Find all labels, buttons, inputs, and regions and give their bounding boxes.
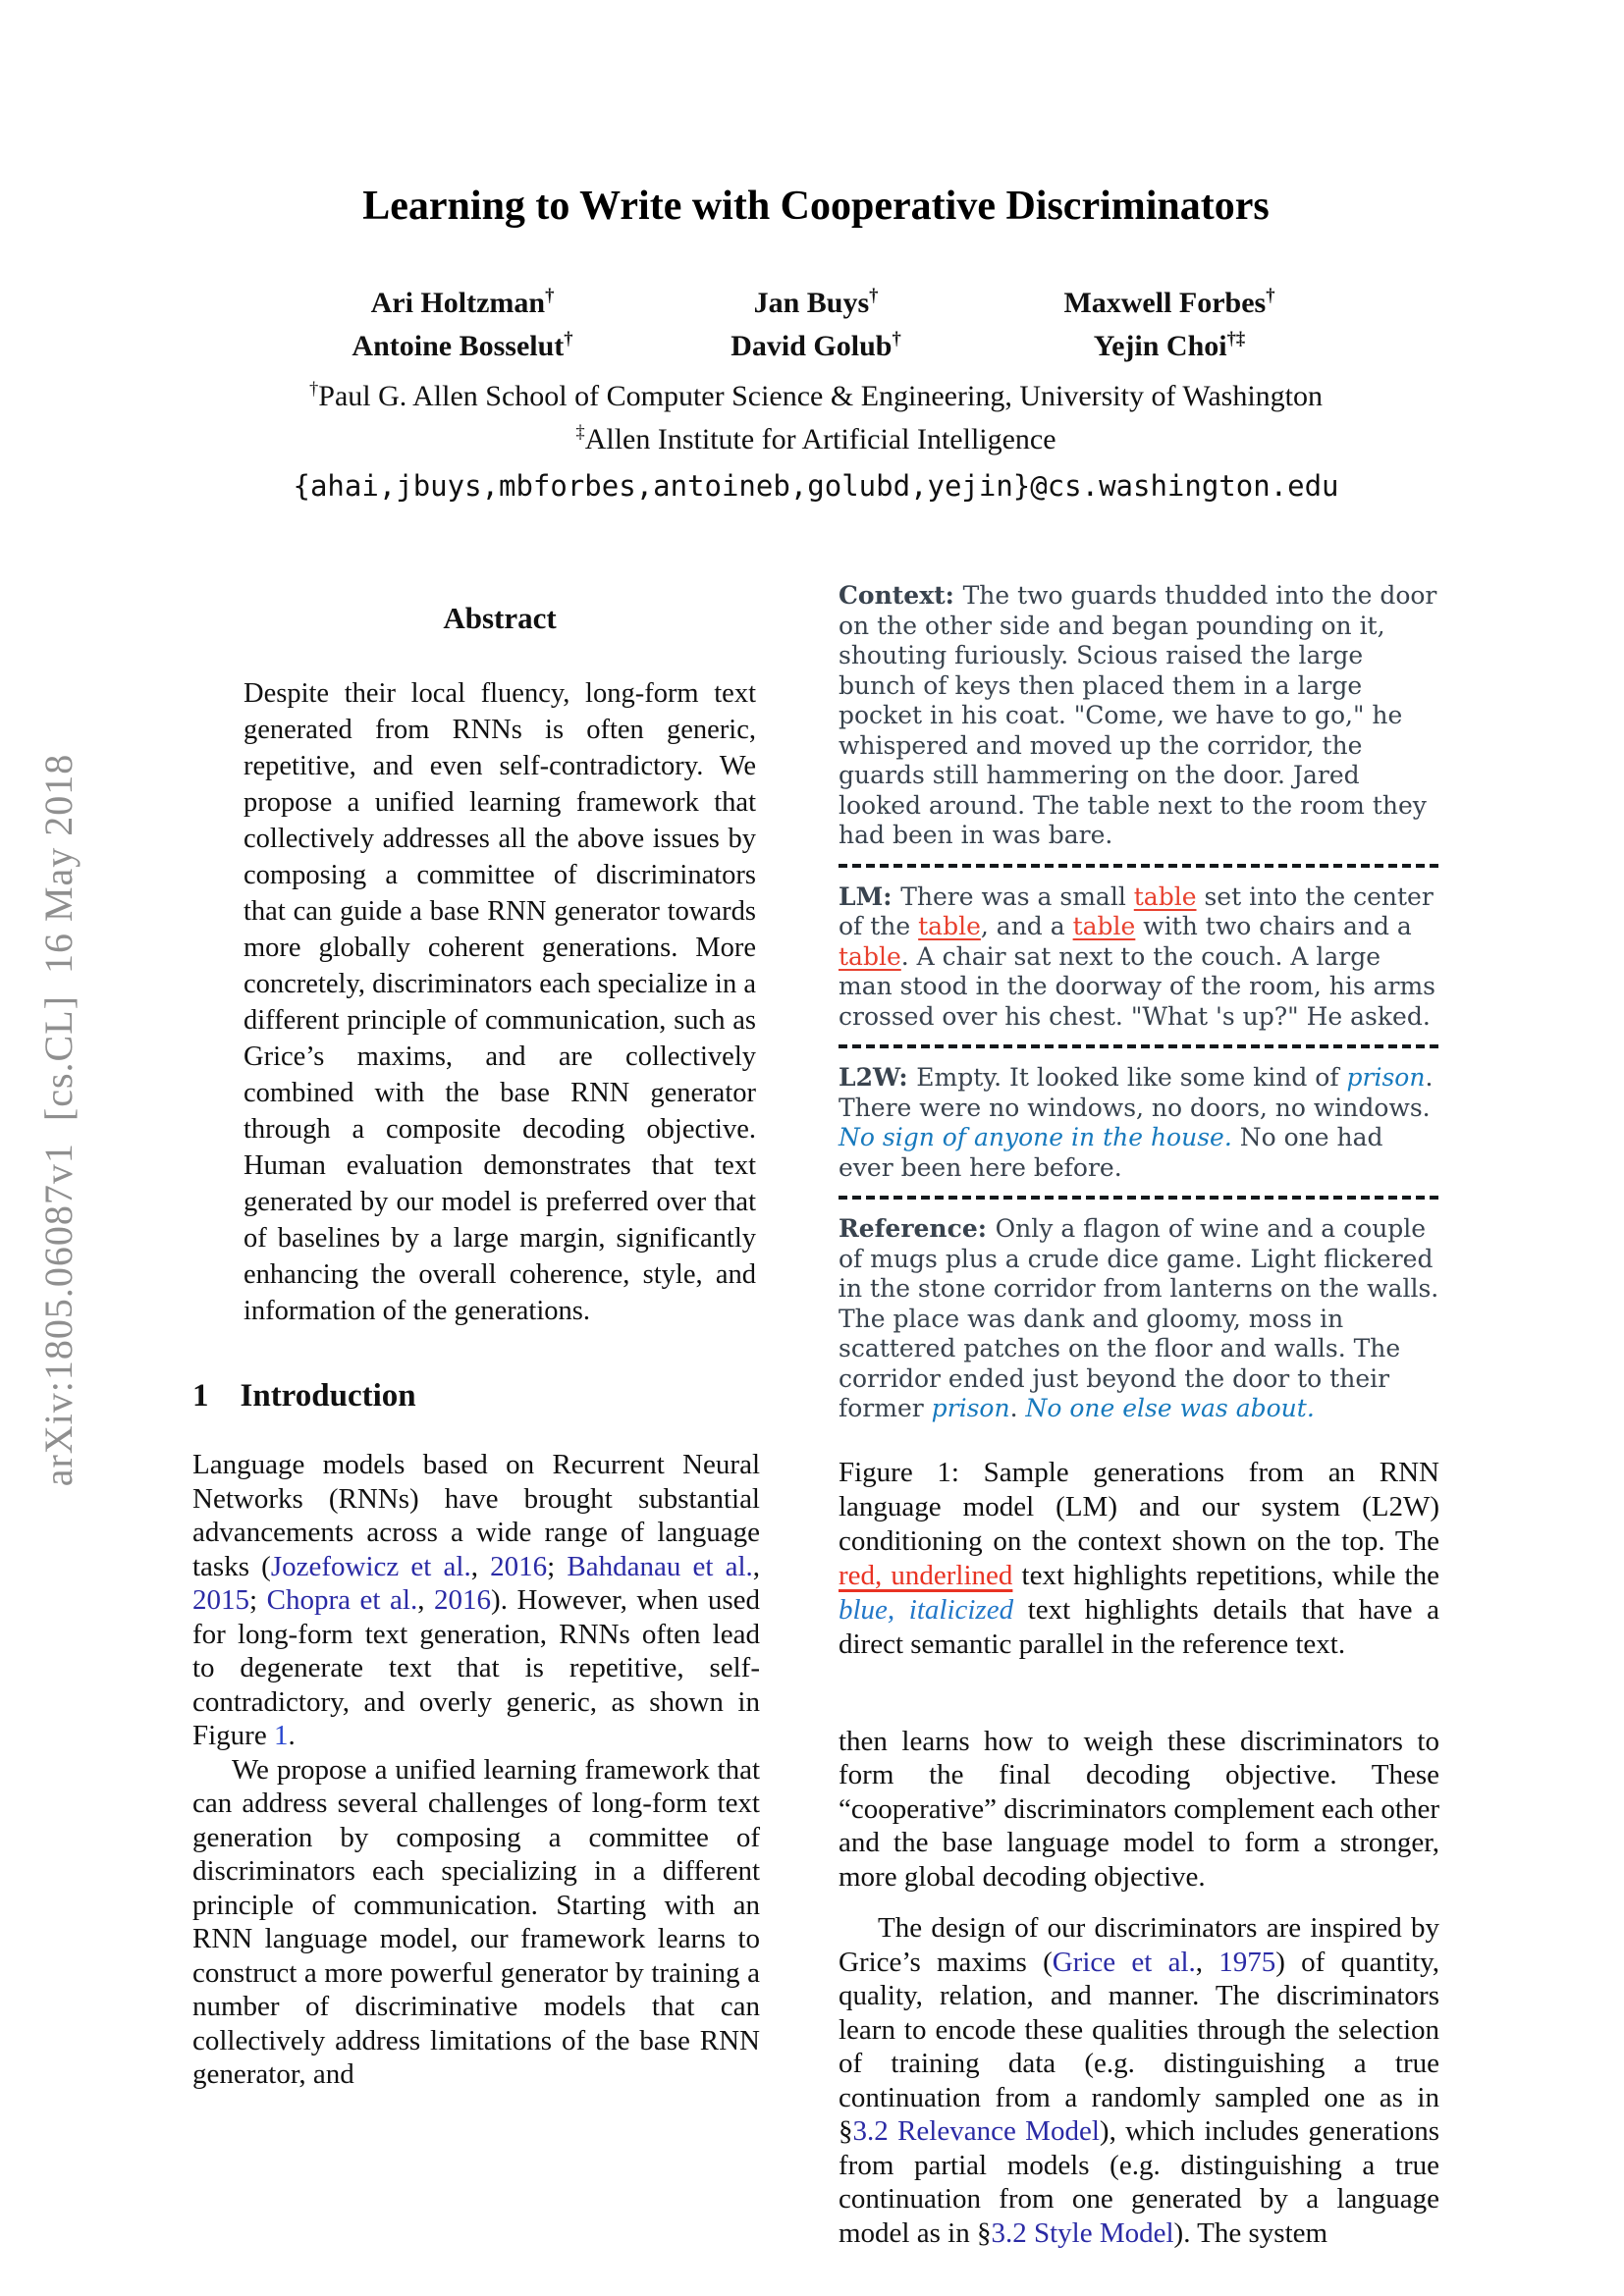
text-segment: , <box>417 1584 435 1616</box>
text-segment: . <box>288 1720 296 1751</box>
text-segment: ; <box>547 1550 568 1582</box>
body-paragraph-continuation <box>839 1725 1439 1895</box>
text-segment: ), which includes generations from partial models (e.g. distinguishing a true continuation from one generated by a language model as in § <box>839 2115 1440 2249</box>
hl-red-segment: table <box>1133 881 1197 911</box>
hl-red-segment: table <box>839 941 901 971</box>
figure-1 <box>839 581 1439 1424</box>
text-segment: . A chair sat next to the couch. A large man stood in the doorway of the room, his arms crossed over his chest. "What 's up?" He asked. <box>839 941 1436 1031</box>
dashed-separator <box>839 864 1439 868</box>
citation-link[interactable]: Grice et al. <box>1052 1946 1196 1978</box>
author: David Golub† <box>731 329 901 362</box>
text-segment: ). The system <box>1173 2216 1328 2249</box>
abstract-heading: Abstract <box>443 601 557 635</box>
text-segment: Only a flagon of wine and a couple of mugs plus a crude dice game. Light flickered in the stone corridor from lanterns on the walls. The place was dank and gloomy, moss in scattered patches on the floor and walls. The corridor ended just beyond the door to their former <box>839 1214 1439 1422</box>
section-heading-introduction <box>192 1378 760 1415</box>
hl-red-segment: table <box>1072 912 1136 940</box>
text-segment: , <box>1195 1946 1219 1978</box>
text-segment: set into the center of the <box>839 881 1434 940</box>
citation-link[interactable]: 1975 <box>1218 1946 1276 1978</box>
text-segment: text highlights details that have a direct semantic parallel in the reference text. <box>839 1593 1439 1660</box>
abstract-block <box>244 601 756 1329</box>
text-segment: text highlights repetitions, while the <box>1012 1559 1439 1591</box>
affiliation-marker: † <box>892 329 901 349</box>
text-segment: , and a <box>980 912 1073 940</box>
text-segment: ; <box>249 1584 267 1616</box>
dashed-separator <box>839 1044 1439 1048</box>
paper-title: Learning to Write with Cooperative Discriminators <box>362 184 1270 229</box>
hl-blue-segment: prison <box>1346 1063 1426 1092</box>
author-list <box>286 283 1346 367</box>
fig-label-segment: Context: <box>839 581 963 610</box>
affiliation-marker: † <box>545 286 555 306</box>
affiliation-marker: † <box>869 286 879 306</box>
author: Antoine Bosselut† <box>352 329 573 362</box>
cap-blue-segment: blue, italicized <box>839 1593 1014 1626</box>
hl-blue-segment: No one else was about. <box>1025 1394 1315 1422</box>
right-column <box>839 581 1439 2250</box>
intro-paragraph-1 <box>192 1448 760 1753</box>
citation-link[interactable]: Jozefowicz et al. <box>270 1550 471 1582</box>
fig-label-segment: Reference: <box>839 1214 996 1243</box>
affiliation-marker: † <box>1266 286 1275 306</box>
text-segment: , <box>752 1550 761 1582</box>
dashed-separator <box>839 1196 1439 1200</box>
author-emails: {ahai,jbuys,mbforbes,antoineb,golubd,yejin}@cs.washington.edu <box>293 469 1339 503</box>
citation-link[interactable]: Bahdanau et al. <box>567 1550 753 1582</box>
text-segment: . <box>1009 1394 1026 1422</box>
text-segment: Figure 1: Sample generations from an RNN language model (LM) and our system (L2W) conditioning on the context shown on the top. The <box>839 1456 1439 1557</box>
text-segment: We propose a unified learning framework that can address several challenges of long-form text generation by composing a committee of discriminators each specializing in a different principle of communication. Starting with an RNN language model, our framework learns to construct a more powerful generator by training a number of discriminative models that can collectively address limitations of the base RNN generator, and <box>192 1753 760 2090</box>
text-segment: , <box>470 1550 491 1582</box>
hl-blue-segment: prison <box>931 1394 1010 1422</box>
author: Maxwell Forbes† <box>1063 286 1275 319</box>
affiliation-marker: † <box>564 329 573 349</box>
affiliation-2: ‡Allen Institute for Artificial Intelligence <box>575 422 1056 455</box>
citation-link[interactable]: 3.2 Style Model <box>991 2216 1174 2249</box>
text-segment: Empty. It looked like some kind of <box>916 1063 1347 1092</box>
section-title: Introduction <box>240 1378 416 1414</box>
citation-link[interactable]: 3.2 Relevance Model <box>852 2115 1100 2147</box>
abstract-text: Despite their local fluency, long-form text generated from RNNs is often generic, repetitive, and even self-contradictory. We propose a unified learning framework that collectively addresses all the above issues by composing a committee of discriminators that can guide a base RNN generator towards more globally coherent generations. More concretely, discriminators each specialize in a different principle of communication, such as Grice’s maxims, and are collectively combined with the base RNN generator through a composite decoding objective. Human evaluation demonstrates that text generated by our model is preferred over that of baselines by a large margin, significantly enhancing the overall coherence, style, and information of the generations. <box>244 678 756 1326</box>
text-segment: No one had ever been here before. <box>839 1123 1383 1182</box>
text-segment: The design of our discriminators are inspired by Grice’s maxims ( <box>839 1912 1439 1978</box>
text-segment: There was a small <box>900 881 1134 911</box>
citation-link[interactable]: 2016 <box>434 1584 492 1616</box>
hl-red-segment: table <box>918 912 981 940</box>
section-number: 1 <box>192 1378 209 1414</box>
citation-link[interactable]: 2016 <box>490 1550 548 1582</box>
fig-label-segment: L2W: <box>839 1063 917 1092</box>
citation-link[interactable]: Chopra et al. <box>266 1584 418 1616</box>
figure-context-text <box>839 581 1439 851</box>
figure-l2w-text <box>839 1063 1439 1183</box>
affiliation-1: †Paul G. Allen School of Computer Science & Engineering, University of Washington <box>308 379 1323 412</box>
cap-red-segment: red, underlined <box>839 1559 1013 1591</box>
author: Yejin Choi†‡ <box>1093 329 1246 362</box>
affiliation-marker: †‡ <box>1226 329 1246 349</box>
fig-label-segment: LM: <box>839 881 901 911</box>
hl-blue-segment: No sign of anyone in the house. <box>839 1123 1232 1151</box>
arxiv-banner: arXiv:1805.06087v1 [cs.CL] 16 May 2018 <box>36 753 81 1487</box>
text-segment: ). However, when used for long-form text generation, RNNs often lead to degenerate text that is repetitive, self-contradictory, and overly generic, as shown in Figure <box>192 1584 760 1751</box>
text-segment: with two chairs and a <box>1135 912 1412 940</box>
author: Ari Holtzman† <box>370 286 555 319</box>
citation-link[interactable]: 2015 <box>192 1584 249 1616</box>
text-segment: then learns how to weigh these discriminators to form the final decoding objective. These “cooperative” discriminators complement each other and the base language model to form a stronger, more global decoding objective. <box>839 1725 1439 1893</box>
body-paragraph-design <box>839 1911 1439 2250</box>
text-segment: Language models based on Recurrent Neural Networks (RNNs) have brought substantial advancements across a wide range of language tasks ( <box>192 1449 760 1582</box>
intro-paragraph-2 <box>192 1753 760 2092</box>
author: Jan Buys† <box>753 286 879 319</box>
paper-header <box>192 183 1439 503</box>
figure-1-caption <box>839 1456 1439 1662</box>
text-segment: . There were no windows, no doors, no windows. <box>839 1063 1434 1122</box>
figure-reference-text <box>839 1214 1439 1424</box>
left-column <box>192 601 760 2092</box>
citation-link[interactable]: 1 <box>273 1720 289 1751</box>
figure-lm-text <box>839 882 1439 1033</box>
text-segment: The two guards thudded into the door on the other side and began pounding on it, shouting furiously. Scious raised the large bunch of keys then placed them in a large pocket in his coat. "Come, we have to go," he whispered and moved up the corridor, the guards still hammering on the door. Jared looked around. The table next to the room they had been in was bare. <box>839 581 1437 849</box>
text-segment: ) of quantity, quality, relation, and manner. The discriminators learn to encode these qualities through the selection of training data (e.g. distinguishing a true continuation from a randomly sampled one as in § <box>839 1946 1439 2147</box>
